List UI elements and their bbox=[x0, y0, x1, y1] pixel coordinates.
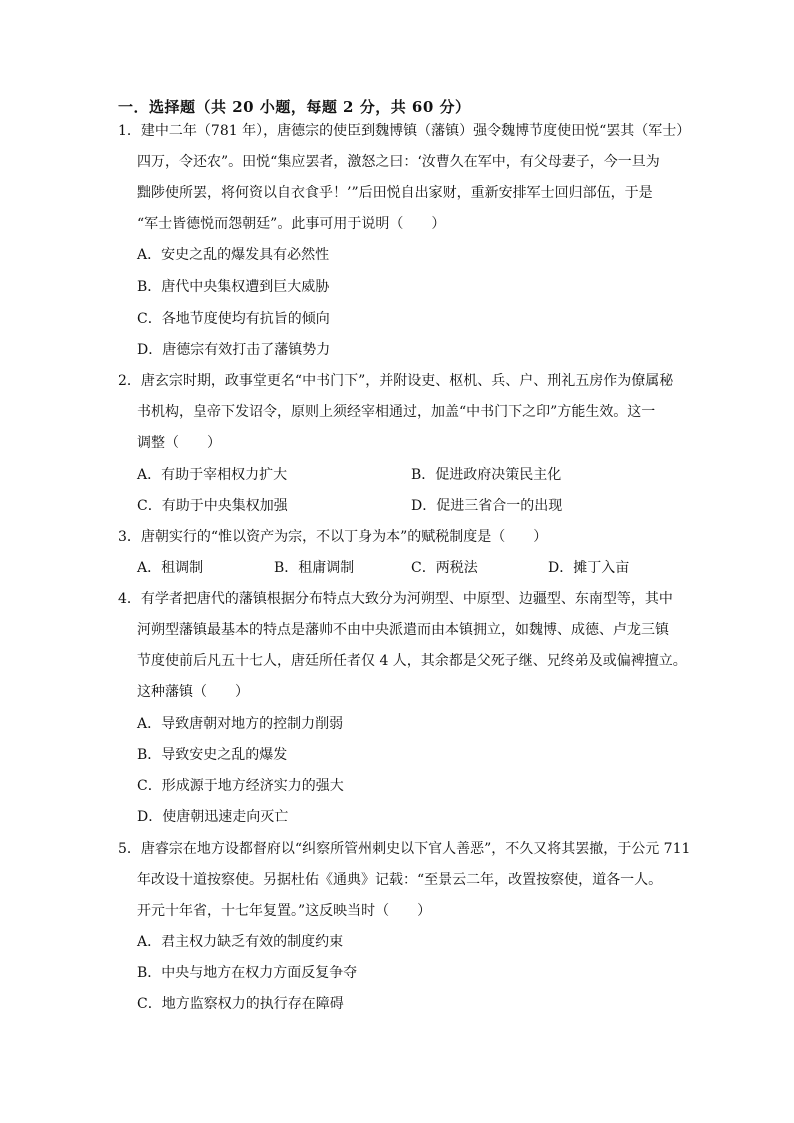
question-4 bbox=[118, 584, 688, 708]
question-1-line-4: “军士皆德悦而怨朝廷”。此事可用于说明（ ） bbox=[137, 216, 446, 232]
question-1-option-c[interactable]: C．各地节度使均有抗旨的倾向 bbox=[137, 311, 330, 327]
question-4-line-4: 这种藩镇（ ） bbox=[137, 684, 249, 700]
question-1-line-1: 1．建中二年（781 年），唐德宗的使臣到魏博镇（藩镇）强令魏博节度使田悦“罢其（军士） bbox=[118, 123, 691, 139]
question-2-line-3: 调整（ ） bbox=[137, 435, 221, 451]
question-3-option-b[interactable]: B．租庸调制 bbox=[274, 560, 355, 576]
question-5-line-2: 年改设十道按察使。另据杜佑《通典》记载：“至景云二年，改置按察使，道各一人。 bbox=[137, 872, 663, 888]
section-title: 一．选择题（共 20 小题，每题 2 分，共 60 分） bbox=[118, 98, 471, 116]
question-3-option-d[interactable]: D．摊丁入亩 bbox=[548, 560, 630, 576]
question-2-option-b[interactable]: B．促进政府决策民主化 bbox=[411, 467, 562, 483]
question-5-option-b[interactable]: B．中央与地方在权力方面反复争夺 bbox=[137, 965, 358, 981]
question-5-line-1: 5．唐睿宗在地方设都督府以“纠察所管州刺史以下官人善恶”，不久又将其罢撤，于公元 711 bbox=[118, 841, 691, 857]
question-3 bbox=[118, 522, 688, 553]
question-2-line-2: 书机构，皇帝下发诏令，原则上须经宰相通过，加盖“中书门下之印”方能生效。这一 bbox=[137, 404, 656, 420]
question-3-line-1: 3．唐朝实行的“惟以资产为宗，不以丁身为本”的赋税制度是（ ） bbox=[118, 529, 548, 545]
question-1-option-b[interactable]: B．唐代中央集权遭到巨大威胁 bbox=[137, 279, 330, 295]
question-2-option-a[interactable]: A．有助于宰相权力扩大 bbox=[137, 467, 288, 483]
question-2-option-c[interactable]: C．有助于中央集权加强 bbox=[137, 498, 288, 514]
question-1-line-3: 黜陟使所罢，将何资以自衣食乎！’”后田悦自出家财，重新安排军士回归部伍，于是 bbox=[137, 185, 653, 201]
question-1-option-d[interactable]: D．唐德宗有效打击了藩镇势力 bbox=[137, 342, 331, 358]
question-4-line-1: 4．有学者把唐代的藩镇根据分布特点大致分为河朔型、中原型、边疆型、东南型等，其中 bbox=[118, 591, 673, 607]
question-4-line-3: 节度使前后凡五十七人，唐廷所任者仅 4 人，其余都是父死子继、兄终弟及或偏裨擅立。 bbox=[137, 653, 687, 669]
question-3-option-c[interactable]: C．两税法 bbox=[411, 560, 478, 576]
question-1 bbox=[118, 116, 691, 240]
question-4-option-b[interactable]: B．导致安史之乱的爆发 bbox=[137, 747, 288, 763]
question-4-option-c[interactable]: C．形成源于地方经济实力的强大 bbox=[137, 778, 344, 794]
question-5-option-c[interactable]: C．地方监察权力的执行存在障碍 bbox=[137, 996, 344, 1012]
question-2-option-d[interactable]: D．促进三省合一的出现 bbox=[411, 498, 563, 514]
question-4-option-a[interactable]: A．导致唐朝对地方的控制力削弱 bbox=[137, 716, 344, 732]
question-1-line-2: 四万，令还农”。田悦“集应罢者，激怒之曰：‘汝曹久在军中，有父母妻子，今一旦为 bbox=[137, 154, 660, 170]
question-5-line-3: 开元十年省，十七年复置。”这反映当时（ ） bbox=[137, 903, 432, 919]
question-3-option-a[interactable]: A．租调制 bbox=[137, 560, 204, 576]
question-5-option-a[interactable]: A．君主权力缺乏有效的制度约束 bbox=[137, 934, 344, 950]
question-1-option-a[interactable]: A．安史之乱的爆发具有必然性 bbox=[137, 247, 330, 263]
question-4-option-d[interactable]: D．使唐朝迅速走向灭亡 bbox=[137, 809, 289, 825]
question-2 bbox=[118, 366, 688, 459]
question-5 bbox=[118, 834, 691, 927]
question-4-line-2: 河朔型藩镇最基本的特点是藩帅不由中央派遣而由本镇拥立，如魏博、成德、卢龙三镇 bbox=[137, 622, 669, 638]
question-2-line-1: 2．唐玄宗时期，政事堂更名“中书门下”，并附设吏、枢机、兵、户、刑礼五房作为僚属秘 bbox=[118, 373, 674, 389]
